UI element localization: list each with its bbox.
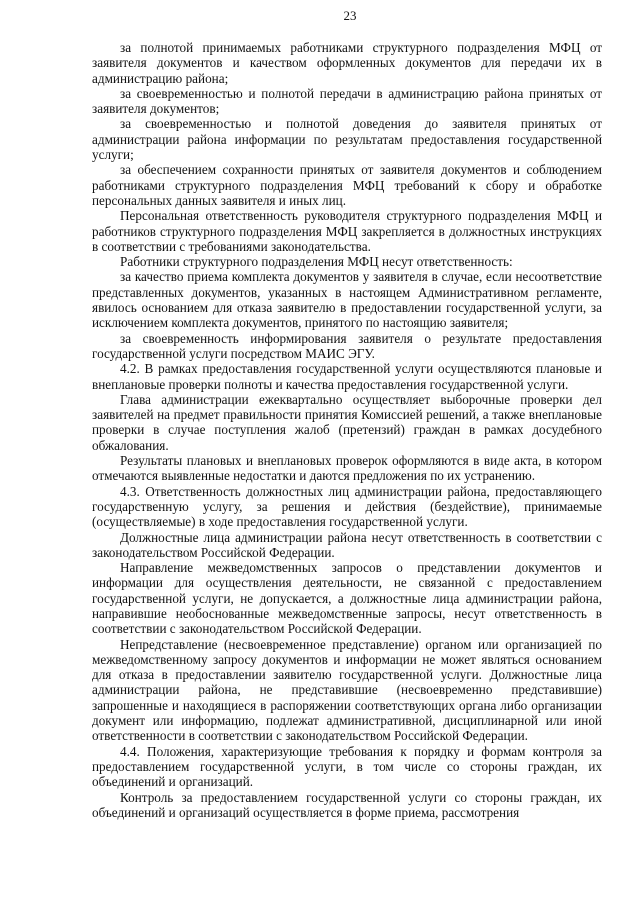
paragraph: за своевременностью и полнотой передачи в администрацию района принятых от заявителя документов;: [92, 85, 602, 117]
paragraph: за своевременностью и полнотой доведения до заявителя принятых от администрации района информации по результатам предоставления государственной услуги;: [92, 116, 602, 163]
paragraph: Работники структурного подразделения МФЦ несут ответственность:: [120, 254, 513, 270]
paragraph: за качество приема комплекта документов у заявителя в случае, если несоответствие представленных документов, указанных в настоящем Административном регламенте, явилось основанием для отказа заявителю в предоставлении государственной услуги, за исключением комплекта документов, принятого по настоящию заявителя;: [92, 269, 602, 331]
paragraph: Персональная ответственность руководителя структурного подразделения МФЦ и работников структурного подразделения МФЦ закрепляется в должностных инструкциях в соответствии с требованиями законодательства.: [92, 208, 602, 254]
section-heading-4-4: 4.4. Положения, характеризующие требования к порядку и формам контроля за предоставлением государственной услуги, в том числе со стороны граждан, их объединений и организаций.: [92, 743, 602, 790]
paragraph: Контроль за предоставлением государственной услуги со стороны граждан, их объединений и организаций осуществляется в форме приема, рассмотрения: [92, 789, 602, 820]
section-heading-4-2: 4.2. В рамках предоставления государственной услуги осуществляются плановые и внеплановые проверки полноты и качества предоставления государственной услуги.: [92, 361, 602, 392]
section-heading-4-3: 4.3. Ответственность должностных лиц администрации района, предоставляющего государственную услугу, за решения и действия (бездействие), принимаемые (осуществляемые) в ходе предоставления государственной услуги.: [92, 483, 602, 530]
paragraph: Направление межведомственных запросов о представлении документов и информации для осуществления деятельности, не связанной с предоставлением государственной услуги, не допускается, а должностные лица администрации района, направившие необоснованные межведомственные запросы, несут ответственность в соответствии с законодательством Российской Федерации.: [92, 560, 602, 637]
paragraph: Результаты плановых и внеплановых проверок оформляются в виде акта, в котором отмечаются выявленные недостатки и даются предложения по их устранению.: [92, 453, 602, 484]
paragraph: Должностные лица администрации района несут ответственность в соответствии с законодательством Российской Федерации.: [92, 529, 602, 560]
paragraph: Глава администрации ежеквартально осуществляет выборочные проверки дел заявителей на предмет правильности принятия Комиссией решений, а также внеплановые проверки в случае поступления жалоб (претензий) граждан в рамках досудебного обжалования.: [92, 391, 602, 453]
paragraph: за обеспечением сохранности принятых от заявителя документов и соблюдением работниками структурного подразделения МФЦ требований к сбору и обработке персональных данных заявителя и иных лиц.: [92, 162, 602, 208]
page-number: 23: [343, 8, 357, 23]
paragraph: Непредставление (несвоевременное представление) органом или организацией по межведомственному запросу документов и информации не может являться основанием для отказа в предоставлении заявителю государственной услуги. Должностные лица администрации района, не представившие (несвоевременно представившие) запрошенные и находящиеся в распоряжении соответствующих органа либо организации документ или информацию, подлежат административной, дисциплинарной или иной ответственности в соответствии с законодательством Российской Федерации.: [92, 636, 602, 744]
document-body: [92, 40, 602, 820]
paragraph: за своевременность информирования заявителя о результате предоставления государственной услуги посредством МАИС ЭГУ.: [92, 330, 602, 361]
paragraph: за полнотой принимаемых работниками структурного подразделения МФЦ от заявителя документов и качеством оформленных документов для передачи их в администрацию района;: [92, 40, 602, 86]
